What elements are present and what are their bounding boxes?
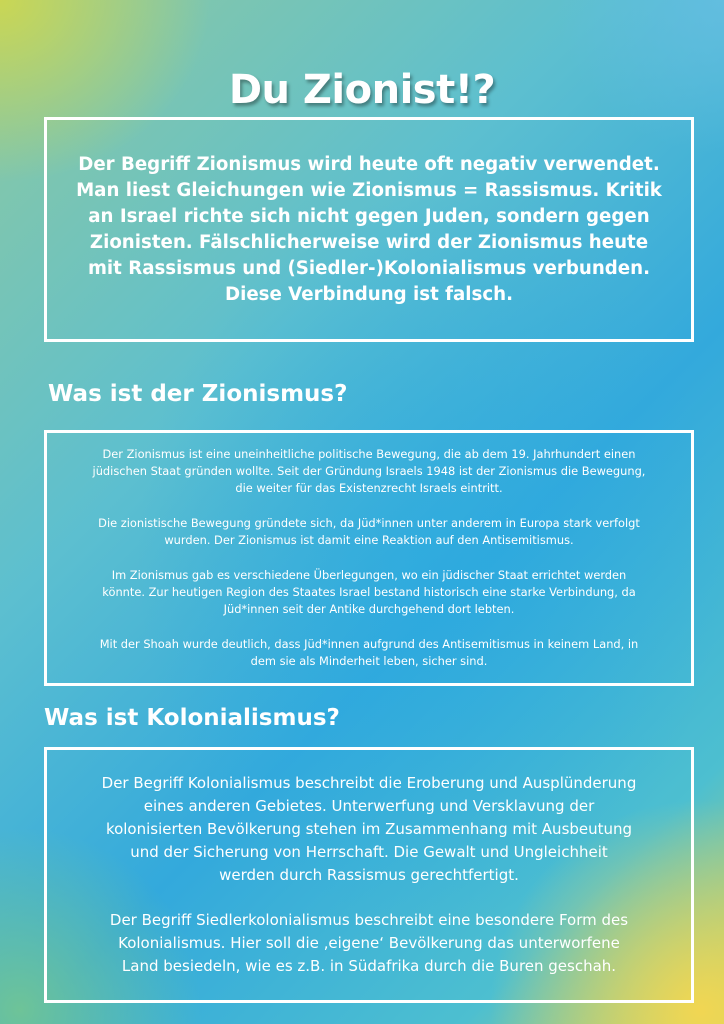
- text-line: Kolonialismus. Hier soll die ‚eigene‘ Bevölkerung das unterworfene: [118, 934, 620, 952]
- section-heading-zionismus: Was ist der Zionismus?: [48, 381, 348, 407]
- text-line: werden durch Rassismus gerechtfertigt.: [219, 866, 519, 884]
- text-line: jüdischen Staat gründen wollte. Seit der Gründung Israels 1948 ist der Zionismus die Bewegung,: [92, 464, 646, 478]
- text-line: eines anderen Gebietes. Unterwerfung und Versklavung der: [143, 797, 595, 815]
- section-heading-kolonialismus: Was ist Kolonialismus?: [44, 705, 340, 731]
- text-line: Der Begriff Siedlerkolonialismus beschreibt eine besondere Form des: [109, 911, 629, 929]
- intro-line: mit Rassismus und (Siedler-)Kolonialismus verbunden.: [87, 257, 650, 279]
- intro-line: an Israel richte sich nicht gegen Juden, sondern gegen: [88, 205, 650, 227]
- zionismus-box: [44, 430, 694, 686]
- text-line: könnte. Zur heutigen Region des Staates Israel bestand historisch eine starke Verbindung, da: [102, 585, 636, 599]
- intro-line: Diese Verbindung ist falsch.: [225, 283, 513, 305]
- kolonialismus-paragraph: [102, 772, 637, 887]
- text-line: dem sie als Minderheit leben, sicher sind.: [250, 654, 488, 668]
- zionismus-paragraph: [100, 636, 639, 670]
- text-line: Der Zionismus ist eine uneinheitliche politische Bewegung, die ab dem 19. Jahrhundert einen: [102, 447, 636, 461]
- intro-box: [44, 117, 694, 342]
- zionismus-paragraph: [93, 446, 646, 497]
- text-line: wurden. Der Zionismus ist damit eine Reaktion auf den Antisemitismus.: [164, 533, 574, 547]
- kolonialismus-box: [44, 747, 694, 1003]
- text-line: Die zionistische Bewegung gründete sich, da Jüd*innen unter anderem in Europa stark verfolgt: [98, 516, 640, 530]
- intro-line: Der Begriff Zionismus wird heute oft negativ verwendet.: [78, 153, 660, 175]
- text-line: und der Sicherung von Herrschaft. Die Gewalt und Ungleichheit: [130, 843, 608, 861]
- zionismus-paragraph: [102, 567, 635, 618]
- text-line: Mit der Shoah wurde deutlich, dass Jüd*innen aufgrund des Antisemitismus in keinem Land, in: [99, 637, 639, 651]
- text-line: Der Begriff Kolonialismus beschreibt die Eroberung und Ausplünderung: [101, 774, 637, 792]
- text-line: kolonisierten Bevölkerung stehen im Zusammenhang mit Ausbeutung: [105, 820, 633, 838]
- text-line: die weiter für das Existenzrecht Israels eintritt.: [235, 481, 503, 495]
- intro-line: Man liest Gleichungen wie Zionismus = Rassismus. Kritik: [76, 179, 662, 201]
- zionismus-paragraph: [98, 515, 640, 549]
- intro-line: Zionisten. Fälschlicherweise wird der Zionismus heute: [89, 231, 649, 253]
- text-line: Land besiedeln, wie es z.B. in Südafrika durch die Buren geschah.: [121, 957, 617, 975]
- page-title: Du Zionist!?: [228, 66, 496, 113]
- text-line: Jüd*innen seit der Antike durchgehend dort lebten.: [223, 602, 515, 616]
- kolonialismus-paragraph: [110, 909, 628, 978]
- text-line: Im Zionismus gab es verschiedene Überlegungen, wo ein jüdischer Staat errichtet werden: [111, 568, 627, 582]
- intro-text: [76, 152, 662, 308]
